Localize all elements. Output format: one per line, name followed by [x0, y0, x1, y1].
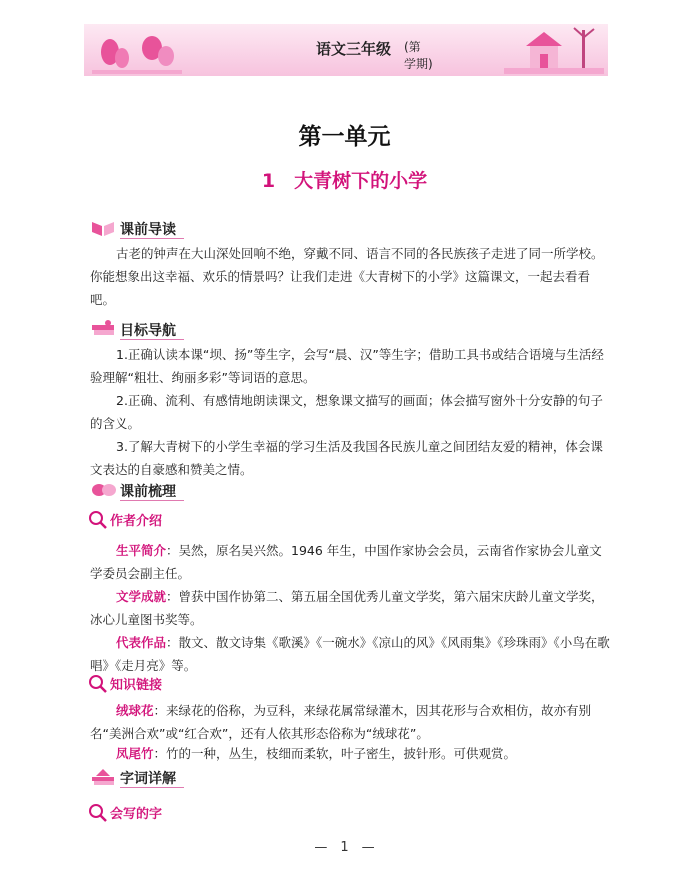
unit-title: 第一单元: [298, 123, 391, 150]
intro-paragraph: 古老的钟声在大山深处回响不绝，穿戴不同、语言不同的各民族孩子走进了同一所学校。你能想象出这幸福、欢乐的情景吗？让我们走进《大青树下的小学》这篇课文，一起去看看吧。: [90, 246, 604, 307]
goal-item: 1.正确认读本课“坝、扬”等生字，会写“晨、汉”等生字；借助工具书或结合语境与生活经验理解“粗壮、绚丽多彩”等词语的意思。: [90, 347, 604, 385]
header-title: 语文三年级 (第 学期): [316, 40, 433, 71]
magnifier-icon: [88, 674, 108, 694]
knowledge-item: 绒球花：来绿花的俗称，为豆科，来绿花属常绿灌木，因其花形与合欢相仿，故亦有别名“美洲合欢”或“红合欢”，还有人依其形态俗称为“绒球花”。: [90, 703, 592, 741]
lesson-title: 1 大青树下的小学: [261, 170, 428, 192]
goal-item: 2.正确、流利、有感情地朗读课文，想象课文描写的画面；体会描写窗外十分安静的句子的含义。: [90, 393, 603, 431]
page-header: [84, 24, 608, 76]
page-number: — 1 —: [314, 840, 375, 855]
book-icon: [90, 218, 116, 238]
goal-item: 3.了解大青树下的小学生幸福的学习生活及我国各民族儿童之间团结友爱的精神，体会课文表达的自豪感和赞美之情。: [90, 439, 603, 477]
knowledge-item: 凤尾竹：竹的一种，丛生，枝细而柔软，叶子密生，披针形。可供观赏。: [116, 746, 517, 761]
books-icon: [90, 767, 116, 787]
magnifier-icon: [88, 803, 108, 823]
author-item: 生平简介：吴然，原名吴兴然。1946 年生，中国作家协会会员，云南省作家协会儿童文学委员会副主任。: [90, 543, 602, 581]
book-stack-icon: [90, 319, 116, 339]
flower-decoration-icon: [92, 30, 182, 74]
author-item: 文学成就：曾获中国作协第二、第五届全国优秀儿童文学奖，第六届宋庆龄儿童文学奖，冰心儿童图书奖等。: [90, 589, 604, 627]
magnifier-icon: [88, 510, 108, 530]
author-item: 代表作品：散文、散文诗集《歌溪》《一碗水》《凉山的风》《风雨集》《珍珠雨》《小鸟在歌唱》《走月亮》等。: [90, 635, 610, 673]
house-tree-decoration-icon: [504, 24, 604, 76]
bow-icon: [90, 480, 116, 500]
